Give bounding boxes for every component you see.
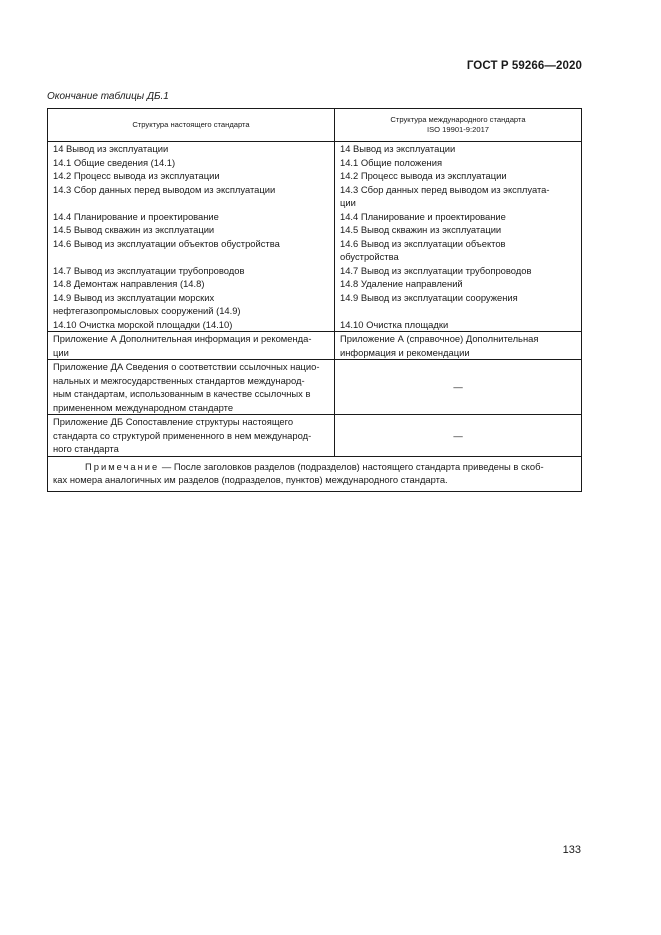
table-row-section-14 — [48, 142, 582, 332]
blank-line — [53, 196, 329, 210]
left-item-14-7: 14.7 Вывод из эксплуатации трубопроводов — [53, 264, 245, 276]
table-row-appendix-db — [48, 415, 582, 457]
header-current-standard: Структура настоящего стандарта — [48, 109, 335, 142]
blank-line — [340, 304, 576, 318]
left-item-14-4: 14.4 Планирование и проектирование — [53, 210, 219, 222]
left-item-14-3: 14.3 Сбор данных перед выводом из эксплуатации — [53, 183, 276, 195]
left-item-14-8: 14.8 Демонтаж направления (14.8) — [53, 278, 205, 289]
header-international-standard: Структура международного стандарта ISO 19901-9:2017 — [335, 109, 582, 142]
left-item-14-9: 14.9 Вывод из эксплуатации морских — [53, 291, 215, 303]
left-item-14-5: 14.5 Вывод скважин из эксплуатации — [53, 224, 215, 235]
left-item-14-6: 14.6 Вывод из эксплуатации объектов обустройства — [53, 237, 280, 249]
appendix-da-left-cell: Приложение ДА Сведения о соответствии ссылочных нацио- нальных и межгосударственных стандартов международ- ным стандартам, использованным в качестве ссылочных в примененном международном стандарте — [48, 360, 335, 415]
note-text: — После заголовков разделов (подразделов) настоящего стандарта приведены в скоб- — [159, 460, 544, 472]
right-item-14-2: 14.2 Процесс вывода из эксплуатации — [340, 170, 507, 181]
right-item-14-7: 14.7 Вывод из эксплуатации трубопроводов — [340, 264, 532, 276]
comparison-table — [47, 108, 582, 492]
right-item-14: 14 Вывод из эксплуатации — [340, 143, 456, 154]
appendix-db-right-dash: — — [335, 415, 582, 457]
note-text-cont: ках номера аналогичных им разделов (подразделов, пунктов) международного стандарта. — [53, 474, 448, 485]
right-item-14-10: 14.10 Очистка площадки — [340, 318, 449, 330]
section-14-right-cell — [335, 142, 582, 332]
page-number: 133 — [562, 844, 581, 856]
table-caption: Окончание таблицы ДБ.1 — [47, 91, 169, 102]
right-item-14-8: 14.8 Удаление направлений — [340, 278, 463, 289]
table-note — [48, 456, 582, 491]
table-row-appendix-a — [48, 332, 582, 360]
left-item-14-10: 14.10 Очистка морской площадки (14.10) — [53, 318, 233, 330]
appendix-db-left-cell: Приложение ДБ Сопоставление структуры настоящего стандарта со структурой примененного в нем международ- ного стандарта — [48, 415, 335, 457]
left-item-14-2: 14.2 Процесс вывода из эксплуатации — [53, 170, 220, 181]
table-header-row — [48, 109, 582, 142]
right-item-14-6: 14.6 Вывод из эксплуатации объектов — [340, 237, 506, 249]
left-item-14-1: 14.1 Общие сведения (14.1) — [53, 156, 176, 168]
right-item-14-5: 14.5 Вывод скважин из эксплуатации — [340, 224, 502, 235]
right-item-14-4: 14.4 Планирование и проектирование — [340, 210, 506, 222]
appendix-da-right-dash: — — [335, 360, 582, 415]
blank-line — [53, 250, 329, 264]
note-label: Примечание — [85, 460, 160, 472]
left-item-14-9-cont: нефтегазопромысловых сооружений (14.9) — [53, 305, 241, 316]
section-14-left-cell — [48, 142, 335, 332]
right-item-14-3-cont: ции — [340, 197, 356, 208]
table-note-row — [48, 456, 582, 491]
standard-id: ГОСТ Р 59266—2020 — [466, 60, 582, 72]
right-item-14-6-cont: обустройства — [340, 251, 399, 262]
table-row-appendix-da — [48, 360, 582, 415]
appendix-a-right-cell: Приложение А (справочное) Дополнительная информация и рекомендации — [335, 332, 582, 360]
right-item-14-3: 14.3 Сбор данных перед выводом из эксплуата- — [340, 183, 550, 195]
right-item-14-1: 14.1 Общие положения — [340, 156, 443, 168]
left-item-14: 14 Вывод из эксплуатации — [53, 143, 169, 154]
right-item-14-9: 14.9 Вывод из эксплуатации сооружения — [340, 291, 518, 303]
appendix-a-left-cell: Приложение А Дополнительная информация и рекоменда- ции — [48, 332, 335, 360]
